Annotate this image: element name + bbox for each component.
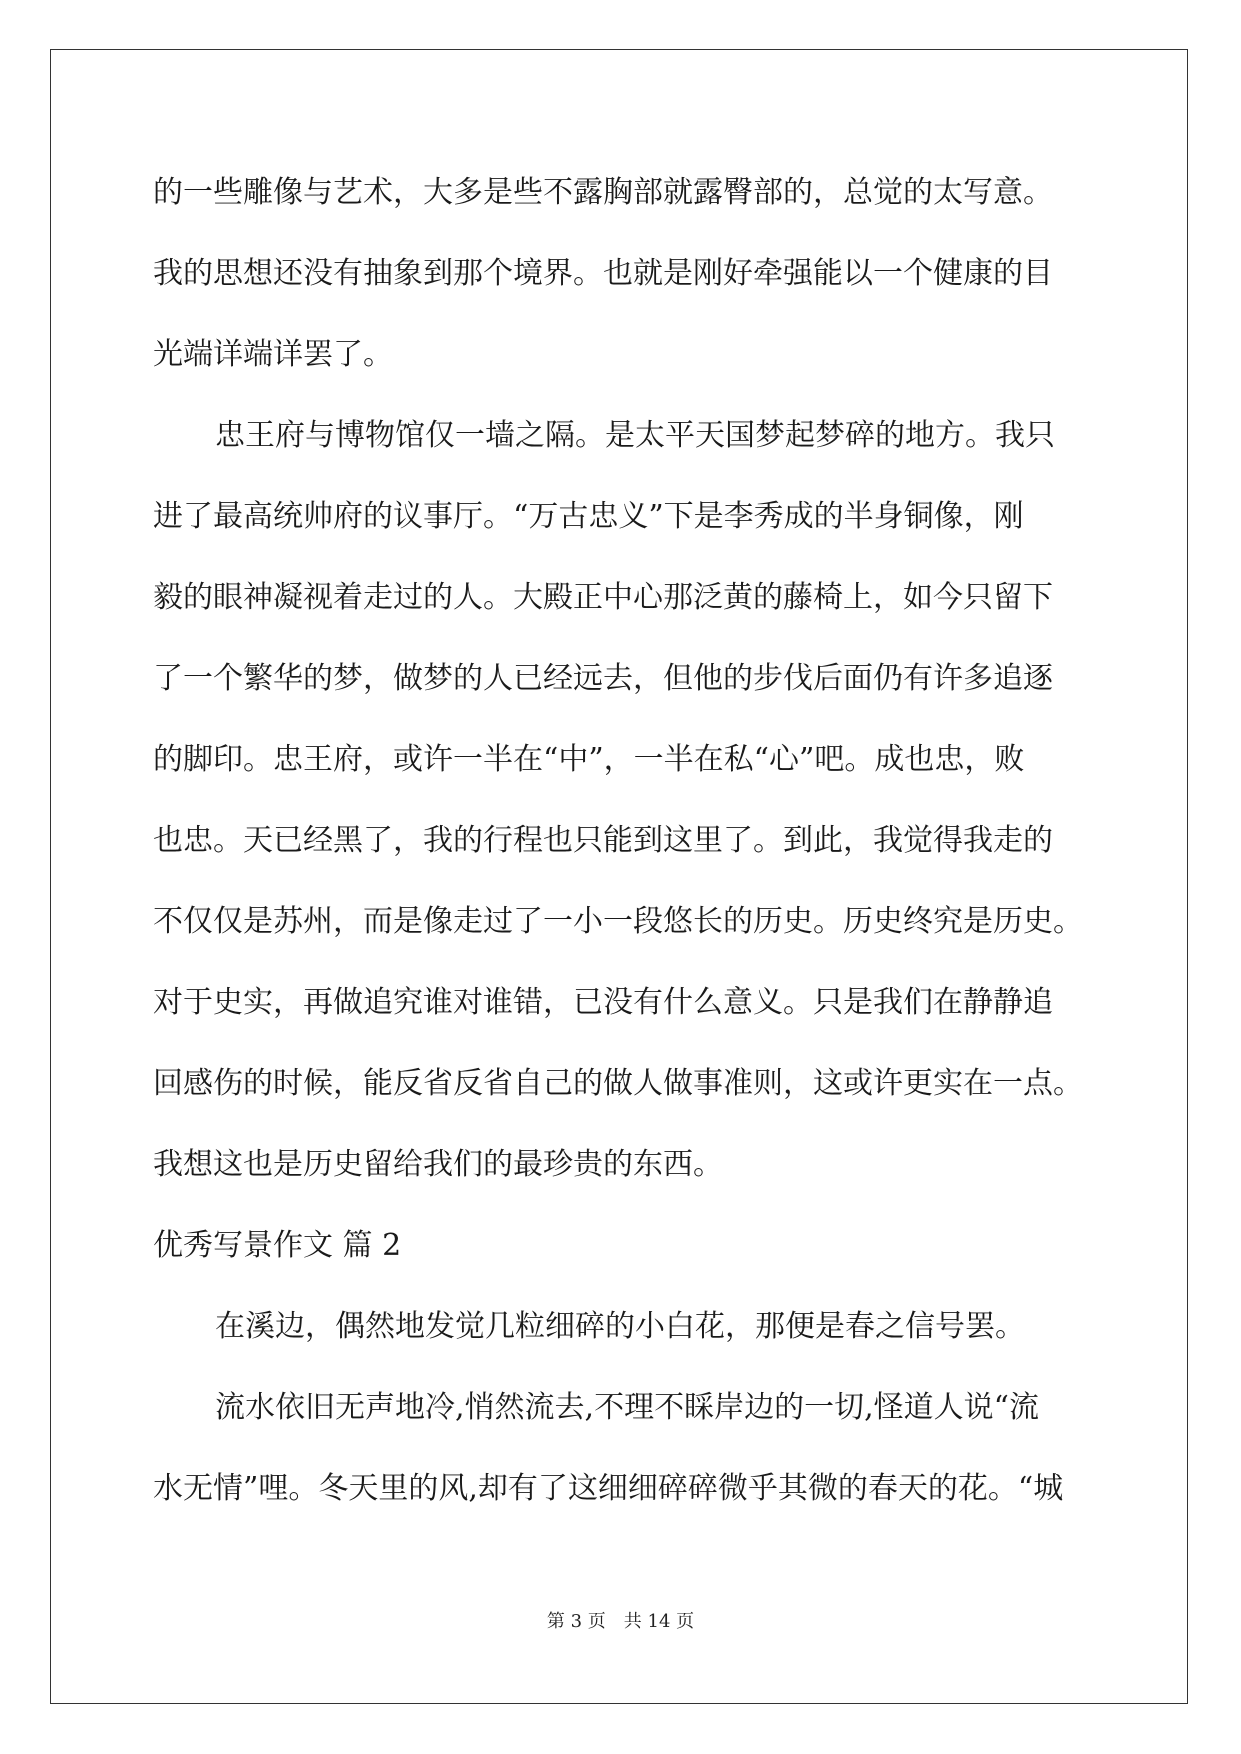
text-line: 我的思想还没有抽象到那个境界。也就是刚好牵强能以一个健康的目	[153, 256, 1053, 291]
paragraph-first-line: 在溪边，偶然地发觉几粒细碎的小白花，那便是春之信号罢。	[215, 1309, 1025, 1344]
page-number: 第 3 页	[546, 1611, 606, 1632]
paragraph-first-line: 忠王府与博物馆仅一墙之隔。是太平天国梦起梦碎的地方。我只	[215, 418, 1055, 453]
text-line: 了一个繁华的梦，做梦的人已经远去，但他的步伐后面仍有许多追逐	[153, 661, 1053, 696]
page-total: 共 14 页	[623, 1611, 695, 1632]
text-line: 的脚印。忠王府，或许一半在“中”，一半在私“心”吧。成也忠，败	[153, 742, 1025, 777]
text-line: 的一些雕像与艺术，大多是些不露胸部就露臀部的，总觉的太写意。	[153, 175, 1053, 210]
text-line: 我想这也是历史留给我们的最珍贵的东西。	[153, 1147, 723, 1182]
text-line: 对于史实，再做追究谁对谁错，已没有什么意义。只是我们在静静追	[153, 985, 1053, 1020]
section-heading: 优秀写景作文 篇 2	[153, 1228, 402, 1263]
paragraph-first-line: 流水依旧无声地冷,悄然流去,不理不睬岸边的一切,怪道人说“流	[215, 1390, 1039, 1425]
page-footer	[0, 1610, 1241, 1634]
text-line: 水无情”哩。冬天里的风,却有了这细细碎碎微乎其微的春天的花。“城	[153, 1471, 1064, 1506]
text-line: 光端详端详罢了。	[153, 337, 393, 372]
text-line: 毅的眼神凝视着走过的人。大殿正中心那泛黄的藤椅上，如今只留下	[153, 580, 1053, 615]
text-line: 也忠。天已经黑了，我的行程也只能到这里了。到此，我觉得我走的	[153, 823, 1053, 858]
text-line: 不仅仅是苏州，而是像走过了一小一段悠长的历史。历史终究是历史。	[153, 904, 1083, 939]
text-line: 回感伤的时候，能反省反省自己的做人做事准则，这或许更实在一点。	[153, 1066, 1083, 1101]
page-border	[50, 49, 1188, 1704]
text-line: 进了最高统帅府的议事厅。“万古忠义”下是李秀成的半身铜像，刚	[153, 499, 1024, 534]
